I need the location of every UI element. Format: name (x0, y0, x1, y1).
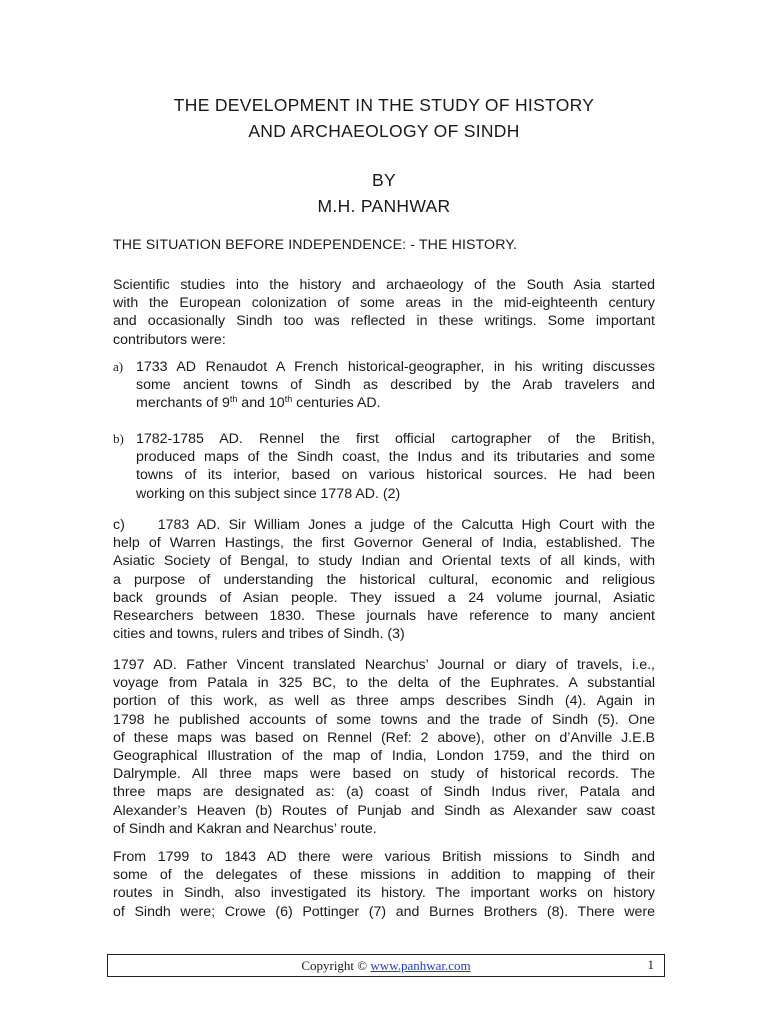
text-line: portion of this work, as well as three amps describes Sindh (4). Again in (113, 693, 655, 710)
text-line: of Sindh were; Crowe (6) Pottinger (7) and Burnes Brothers (8). There were (113, 903, 655, 920)
list-item-body (136, 430, 655, 503)
text-line: Asiatic Society of Bengal, to study Indian and Oriental texts of all kinds, with (113, 553, 655, 570)
text-line: Scientific studies into the history and archaeology of the South Asia started (113, 277, 655, 293)
text-line: merchants of 9th and 10th centuries AD. (136, 394, 381, 412)
page-number: 1 (647, 957, 654, 972)
text-line: three maps are designated as: (a) coast of Sindh Indus river, Patala and (113, 784, 655, 801)
text-line: cities and towns, rulers and tribes of Sindh. (3) (113, 626, 405, 643)
list-marker: a) (113, 359, 124, 374)
text-line: of Sindh and Kakran and Nearchus’ route. (113, 820, 377, 837)
byline-author: M.H. PANHWAR (317, 196, 451, 216)
text-line: a purpose of understanding the historical cultural, economic and religious (113, 571, 655, 588)
text-line: Dalrymple. All three maps were based on study of historical records. The (113, 766, 655, 783)
section-heading: THE SITUATION BEFORE INDEPENDENCE: - THE HISTORY. (113, 237, 518, 253)
document-title (0, 92, 768, 144)
text-line: help of Warren Hastings, the first Governor General of India, established. The (113, 535, 655, 552)
intro-paragraph (113, 276, 655, 349)
text-line: 1782-1785 AD. Rennel the first official cartographer of the British, (136, 431, 655, 447)
text-line: back grounds of Asian people. They issued a 24 volume journal, Asiatic (113, 589, 655, 606)
text-line: Alexander’s Heaven (b) Routes of Punjab and Sindh as Alexander saw coast (113, 802, 655, 819)
text-line: and occasionally Sindh too was reflected in these writings. Some important (113, 313, 655, 330)
paragraph-c (113, 516, 655, 643)
list-item-body (136, 358, 655, 413)
page-footer (107, 954, 665, 977)
text-line: 1797 AD. Father Vincent translated Nearchus’ Journal or diary of travels, i.e., (113, 657, 655, 673)
text-line: towns of its interior, based on various historical sources. He had been (136, 467, 655, 484)
text-line: with the European colonization of some areas in the mid-eighteenth century (113, 295, 655, 312)
copyright-notice (108, 958, 664, 974)
text-line: routes in Sindh, also investigated its history. The important works on history (113, 885, 655, 902)
panhwar-link[interactable]: www.panhwar.com (370, 958, 471, 973)
text-line: voyage from Patala in 325 BC, to the delta of the Euphrates. A substantial (113, 675, 655, 692)
text-line: some ancient towns of Sindh as described by the Arab travelers and (136, 377, 655, 394)
paragraph-1797 (113, 656, 655, 838)
paragraph-1799 (113, 848, 655, 921)
text-line: working on this subject since 1778 AD. (2) (136, 485, 401, 502)
byline-by: BY (372, 170, 396, 190)
text-line: some of the delegates of these missions in addition to mapping of their (113, 867, 655, 884)
text-line: of these maps was based on Rennel (Ref: 2 above), other on d’Anville J.E.B (113, 729, 655, 746)
byline (0, 167, 768, 219)
text-line: 1798 he published accounts of some towns and the trade of Sindh (5). One (113, 711, 655, 728)
copyright-label: Copyright © (301, 958, 368, 973)
title-line-2: AND ARCHAEOLOGY OF SINDH (248, 121, 520, 141)
title-line-1: THE DEVELOPMENT IN THE STUDY OF HISTORY (173, 95, 595, 115)
list-marker: b) (113, 431, 124, 446)
text-line: 1733 AD Renaudot A French historical-geographer, in his writing discusses (136, 359, 655, 375)
text-line: c) 1783 AD. Sir William Jones a judge of the Calcutta High Court with the (113, 517, 655, 533)
text-line: Geographical Illustration of the map of India, London 1759, and the third on (113, 748, 655, 765)
text-line: contributors were: (113, 331, 226, 348)
text-line: From 1799 to 1843 AD there were various British missions to Sindh and (113, 849, 655, 865)
text-line: produced maps of the Sindh coast, the Indus and its tributaries and some (136, 449, 655, 466)
text-line: Researchers between 1830. These journals have reference to many ancient (113, 608, 655, 625)
